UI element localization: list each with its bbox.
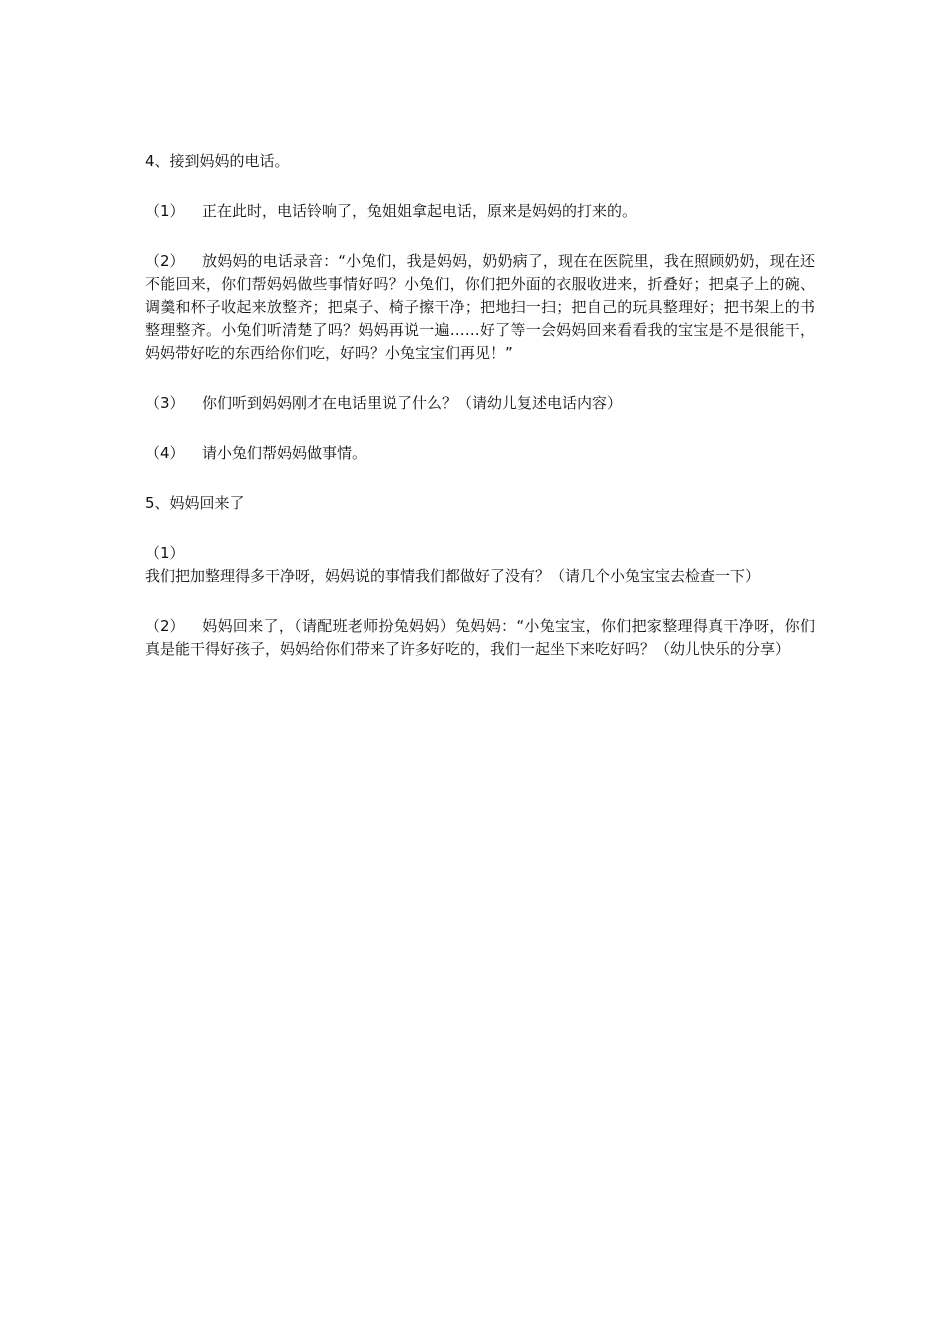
document-body bbox=[145, 150, 815, 688]
section-heading-5: 5、妈妈回来了 bbox=[145, 494, 245, 512]
item-number: （2） bbox=[145, 617, 185, 635]
item-text: 请小兔们帮妈妈做事情。 bbox=[202, 444, 368, 462]
step-4-4 bbox=[145, 442, 815, 465]
item-number: （4） bbox=[145, 444, 185, 462]
item-text: 妈妈回来了，（请配班老师扮兔妈妈）兔妈妈：“小兔宝宝，你们把家整理得真干净呀，你们真是能干得好孩子，妈妈给你们带来了许多好吃的，我们一起坐下来吃好吗？（幼儿快乐的分享） bbox=[145, 617, 815, 658]
item-number: （1） bbox=[145, 202, 185, 220]
item-number: （3） bbox=[145, 394, 185, 412]
item-text: 正在此时，电话铃响了，兔姐姐拿起电话，原来是妈妈的打来的。 bbox=[202, 202, 638, 220]
step-4-2 bbox=[145, 250, 815, 365]
step-5-2 bbox=[145, 615, 815, 661]
section-heading-4: 4、接到妈妈的电话。 bbox=[145, 152, 290, 170]
item-text: 放妈妈的电话录音：“小兔们，我是妈妈，奶奶病了，现在在医院里，我在照顾奶奶，现在还不能回来，你们帮妈妈做些事情好吗？小兔们，你们把外面的衣服收进来，折叠好；把桌子上的碗、调羹和杯子收起来放整齐；把桌子、椅子擦干净；把地扫一扫；把自己的玩具整理好；把书架上的书整理整齐。小兔们听清楚了吗？妈妈再说一遍……好了等一会妈妈回来看看我的宝宝是不是很能干，妈妈带好吃的东西给你们吃，好吗？小兔宝宝们再见！” bbox=[145, 252, 815, 362]
item-text: 我们把加整理得多干净呀，妈妈说的事情我们都做好了没有？（请几个小兔宝宝去检查一下） bbox=[145, 567, 761, 585]
item-number: （1） bbox=[145, 544, 185, 562]
step-4-1 bbox=[145, 200, 815, 223]
item-number: （2） bbox=[145, 252, 185, 270]
step-5-1 bbox=[145, 542, 815, 588]
step-4-3 bbox=[145, 392, 815, 415]
item-text: 你们听到妈妈刚才在电话里说了什么？（请幼儿复述电话内容） bbox=[202, 394, 623, 412]
